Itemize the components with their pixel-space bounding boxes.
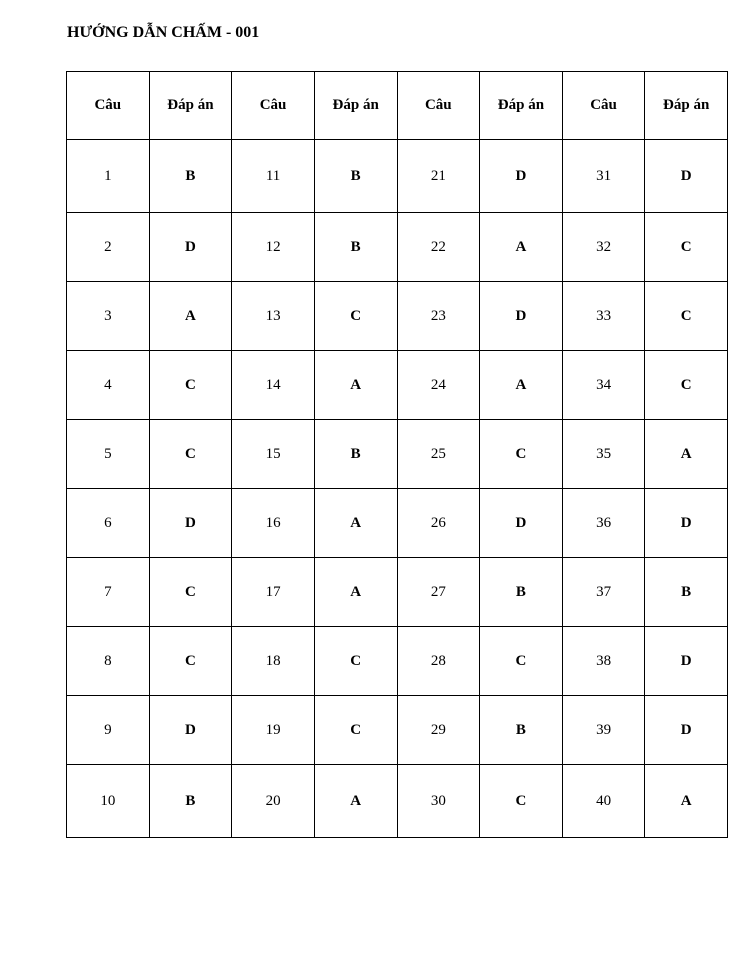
answer-cell: D [149, 213, 232, 282]
table-row [67, 765, 728, 838]
column-header-question: Câu [562, 72, 645, 140]
table-row [67, 489, 728, 558]
question-number-cell: 21 [397, 140, 480, 213]
answer-cell: A [314, 489, 397, 558]
question-number-cell: 3 [67, 282, 150, 351]
answer-cell: D [645, 627, 728, 696]
question-number-cell: 7 [67, 558, 150, 627]
answer-cell: B [645, 558, 728, 627]
table-row [67, 282, 728, 351]
question-number-cell: 15 [232, 420, 315, 489]
answer-cell: A [314, 351, 397, 420]
question-number-cell: 34 [562, 351, 645, 420]
column-header-question: Câu [397, 72, 480, 140]
table-row [67, 351, 728, 420]
answer-cell: A [480, 213, 563, 282]
answer-cell: B [149, 765, 232, 838]
question-number-cell: 10 [67, 765, 150, 838]
question-number-cell: 4 [67, 351, 150, 420]
question-number-cell: 1 [67, 140, 150, 213]
answer-cell: C [480, 627, 563, 696]
answer-cell: A [314, 558, 397, 627]
question-number-cell: 6 [67, 489, 150, 558]
answer-cell: B [480, 696, 563, 765]
question-number-cell: 16 [232, 489, 315, 558]
question-number-cell: 22 [397, 213, 480, 282]
question-number-cell: 28 [397, 627, 480, 696]
question-number-cell: 36 [562, 489, 645, 558]
question-number-cell: 35 [562, 420, 645, 489]
answer-cell: A [480, 351, 563, 420]
answer-cell: D [480, 282, 563, 351]
answer-cell: A [645, 420, 728, 489]
question-number-cell: 26 [397, 489, 480, 558]
question-number-cell: 38 [562, 627, 645, 696]
column-header-answer: Đáp án [480, 72, 563, 140]
answer-cell: C [645, 351, 728, 420]
answer-cell: C [149, 420, 232, 489]
answer-cell: C [480, 765, 563, 838]
answer-cell: B [314, 140, 397, 213]
answer-cell: A [314, 765, 397, 838]
answer-cell: D [149, 489, 232, 558]
column-header-answer: Đáp án [645, 72, 728, 140]
question-number-cell: 18 [232, 627, 315, 696]
answer-cell: B [480, 558, 563, 627]
question-number-cell: 31 [562, 140, 645, 213]
answer-cell: D [149, 696, 232, 765]
question-number-cell: 23 [397, 282, 480, 351]
question-number-cell: 13 [232, 282, 315, 351]
column-header-question: Câu [232, 72, 315, 140]
table-row [67, 420, 728, 489]
table-row [67, 558, 728, 627]
question-number-cell: 24 [397, 351, 480, 420]
answer-cell: D [645, 696, 728, 765]
question-number-cell: 5 [67, 420, 150, 489]
answer-cell: C [314, 627, 397, 696]
question-number-cell: 30 [397, 765, 480, 838]
question-number-cell: 37 [562, 558, 645, 627]
answer-cell: C [149, 627, 232, 696]
question-number-cell: 12 [232, 213, 315, 282]
question-number-cell: 17 [232, 558, 315, 627]
question-number-cell: 11 [232, 140, 315, 213]
column-header-question: Câu [67, 72, 150, 140]
question-number-cell: 20 [232, 765, 315, 838]
question-number-cell: 2 [67, 213, 150, 282]
answer-cell: C [149, 351, 232, 420]
answer-cell: A [645, 765, 728, 838]
table-row [67, 213, 728, 282]
table-row [67, 627, 728, 696]
question-number-cell: 9 [67, 696, 150, 765]
answer-cell: B [314, 420, 397, 489]
question-number-cell: 40 [562, 765, 645, 838]
answer-cell: D [645, 140, 728, 213]
answer-cell: C [645, 213, 728, 282]
question-number-cell: 33 [562, 282, 645, 351]
answer-cell: C [645, 282, 728, 351]
answer-cell: C [314, 696, 397, 765]
question-number-cell: 29 [397, 696, 480, 765]
table-header-row [67, 72, 728, 140]
question-number-cell: 14 [232, 351, 315, 420]
answer-cell: A [149, 282, 232, 351]
question-number-cell: 27 [397, 558, 480, 627]
question-number-cell: 32 [562, 213, 645, 282]
answer-cell: C [314, 282, 397, 351]
table-row [67, 696, 728, 765]
answer-cell: C [480, 420, 563, 489]
answer-cell: B [314, 213, 397, 282]
question-number-cell: 8 [67, 627, 150, 696]
column-header-answer: Đáp án [149, 72, 232, 140]
page-title: HƯỚNG DẪN CHẤM - 001 [67, 24, 260, 41]
table-row [67, 140, 728, 213]
question-number-cell: 39 [562, 696, 645, 765]
answer-key-table [66, 71, 728, 838]
answer-cell: D [480, 489, 563, 558]
question-number-cell: 19 [232, 696, 315, 765]
column-header-answer: Đáp án [314, 72, 397, 140]
question-number-cell: 25 [397, 420, 480, 489]
answer-cell: C [149, 558, 232, 627]
answer-cell: D [480, 140, 563, 213]
answer-cell: B [149, 140, 232, 213]
answer-cell: D [645, 489, 728, 558]
